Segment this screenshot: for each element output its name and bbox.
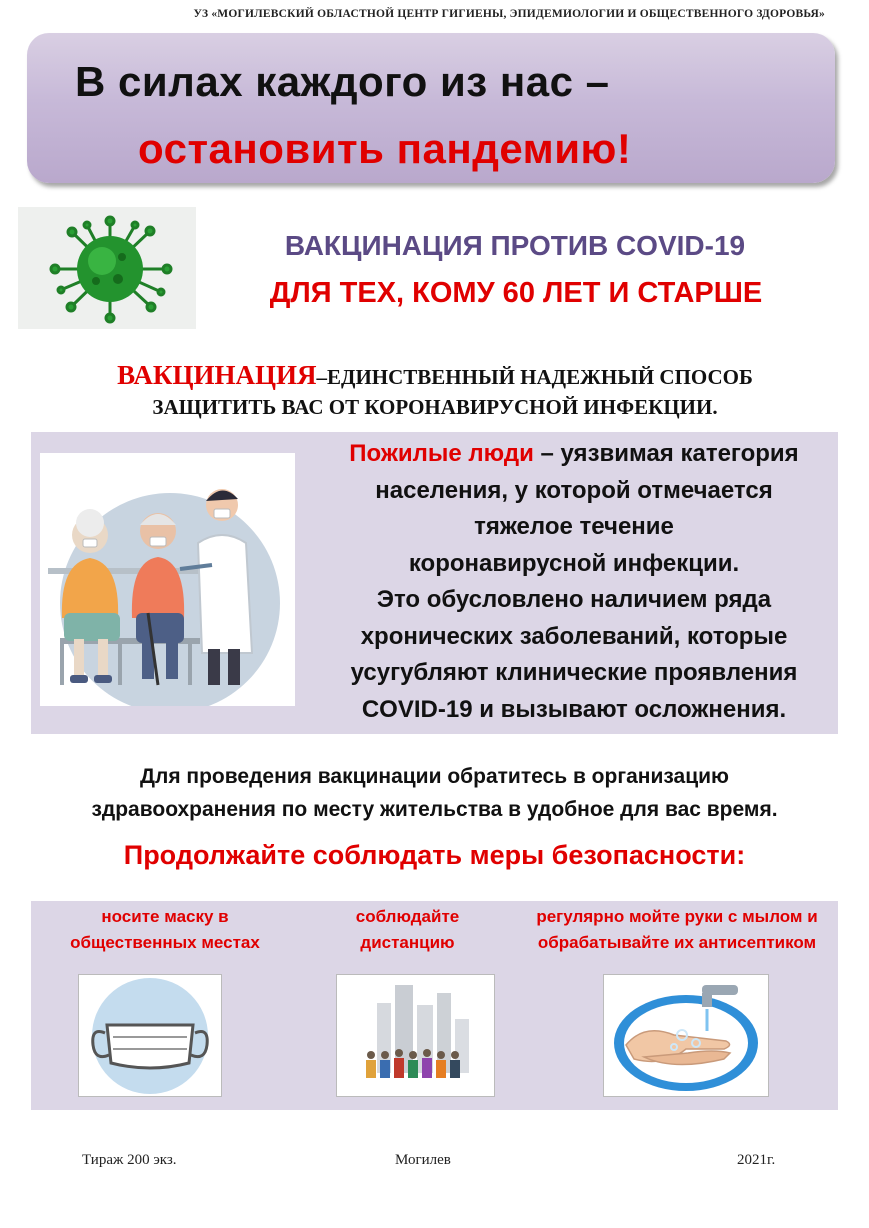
coronavirus-icon bbox=[18, 207, 196, 329]
statement-line-2: ЗАЩИТИТЬ ВАС ОТ КОРОНАВИРУСНОЙ ИНФЕКЦИИ. bbox=[152, 395, 718, 419]
info-line: населения, у которой отмечается bbox=[375, 476, 773, 504]
measure-handwash-label: регулярно мойте руки с мылом и обрабатывайте их антисептиком bbox=[536, 907, 818, 952]
hand-washing-icon bbox=[603, 974, 769, 1097]
measure-mask-label: носите маску в общественных местах bbox=[70, 907, 260, 952]
slogan-line-2: остановить пандемию! bbox=[138, 125, 632, 172]
vaccination-title: ВАКЦИНАЦИЯ ПРОТИВ COVID-19 bbox=[284, 230, 746, 261]
footer-circulation: Тираж 200 экз. bbox=[82, 1152, 177, 1168]
info-line: COVID-19 и вызывают осложнения. bbox=[361, 695, 787, 723]
statement-keyword: ВАКЦИНАЦИЯ bbox=[117, 360, 317, 390]
target-audience: ДЛЯ ТЕХ, КОМУ 60 ЛЕТ И СТАРШЕ bbox=[269, 277, 763, 309]
footer-year: 2021г. bbox=[737, 1152, 776, 1168]
info-line-1: Пожилые люди – уязвимая категория bbox=[349, 440, 799, 467]
info-line: хронических заболеваний, которые bbox=[360, 622, 788, 650]
vaccination-illustration bbox=[40, 453, 295, 706]
contact-instruction: Для проведения вакцинации обратитесь в организацию здравоохранения по месту жительства в удобное для вас время. bbox=[91, 765, 778, 821]
info-line: коронавирусной инфекции. bbox=[408, 549, 740, 577]
organization-header: УЗ «МОГИЛЕВСКИЙ ОБЛАСТНОЙ ЦЕНТР ГИГИЕНЫ, ЭПИДЕМИОЛОГИИ И ОБЩЕСТВЕННОГО ЗДОРОВЬЯ» bbox=[193, 8, 825, 20]
statement-line-1: –ЕДИНСТВЕННЫЙ НАДЕЖНЫЙ СПОСОБ bbox=[316, 365, 753, 389]
footer-city: Могилев bbox=[395, 1152, 451, 1168]
info-line: тяжелое течение bbox=[474, 513, 674, 540]
info-highlight: Пожилые люди bbox=[349, 440, 534, 467]
people-distance-icon bbox=[336, 974, 495, 1097]
slogan-line-1: В силах каждого из нас – bbox=[75, 58, 610, 105]
safety-measures-title: Продолжайте соблюдать меры безопасности: bbox=[123, 840, 746, 870]
vaccination-statement bbox=[40, 360, 830, 422]
info-line: усугубляют клинические проявления bbox=[350, 659, 798, 686]
elderly-info-text bbox=[314, 436, 834, 728]
face-mask-icon bbox=[78, 974, 222, 1097]
info-line: Это обусловлено наличием ряда bbox=[376, 586, 772, 613]
measure-distance-label: соблюдайте дистанцию bbox=[355, 907, 460, 952]
